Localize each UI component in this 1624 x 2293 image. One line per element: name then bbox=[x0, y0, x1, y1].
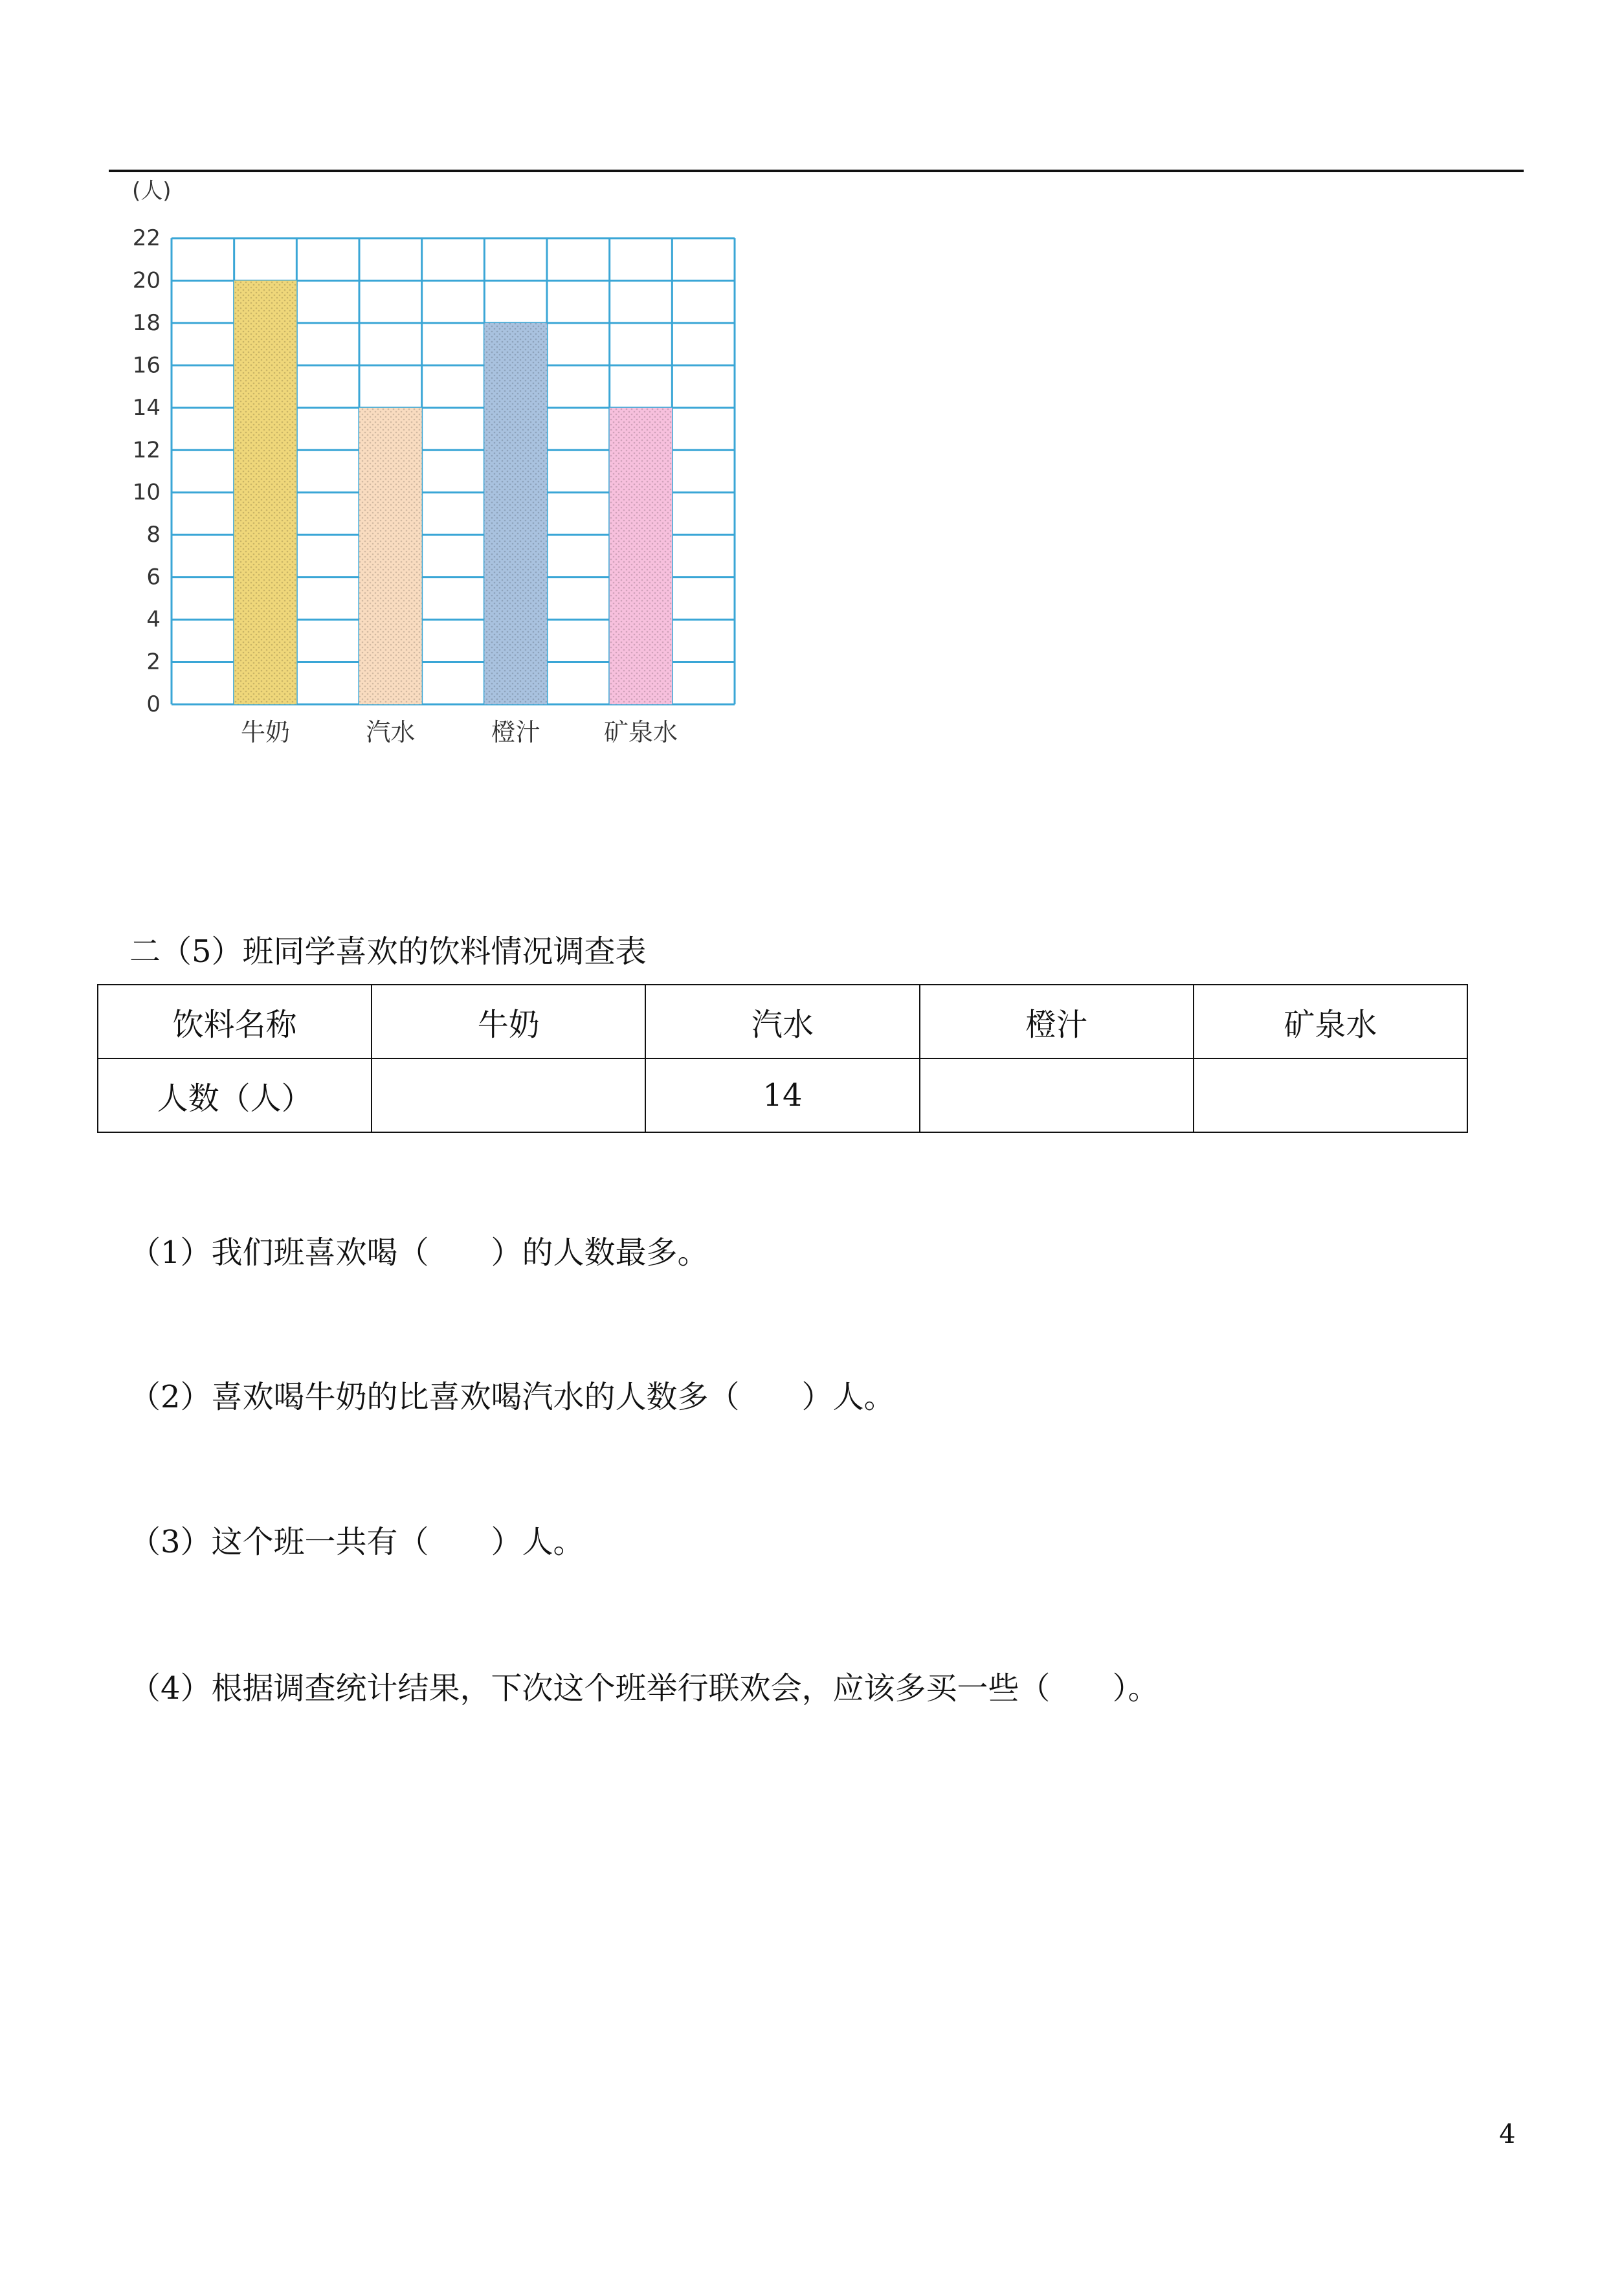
x-category-label: 汽水 bbox=[366, 718, 416, 746]
y-tick-label: 8 bbox=[146, 522, 161, 548]
count-row-label: 人数（人） bbox=[98, 1058, 372, 1132]
x-category-labels bbox=[241, 718, 678, 746]
y-tick-label: 16 bbox=[132, 352, 161, 379]
table-caption: 二（5）班同学喜欢的饮料情况调查表 bbox=[129, 934, 647, 970]
bar-texture-3 bbox=[610, 408, 673, 704]
question-2: （2）喜欢喝牛奶的比喜欢喝汽水的人数多（ ）人。 bbox=[129, 1379, 895, 1415]
count-cell-mineral-water[interactable] bbox=[1194, 1058, 1467, 1132]
table-header-row bbox=[98, 985, 1467, 1058]
header-cell-drink-name: 饮料名称 bbox=[98, 985, 372, 1058]
x-category-label: 矿泉水 bbox=[603, 718, 678, 746]
question-4: （4）根据调查统计结果，下次这个班举行联欢会，应该多买一些（ ）。 bbox=[129, 1670, 1159, 1706]
header-cell-soda: 汽水 bbox=[645, 985, 919, 1058]
header-cell-mineral-water: 矿泉水 bbox=[1194, 985, 1467, 1058]
y-tick-label: 6 bbox=[146, 564, 161, 590]
x-category-label: 牛奶 bbox=[240, 718, 291, 746]
count-cell-milk[interactable] bbox=[372, 1058, 645, 1132]
question-3: （3）这个班一共有（ ）人。 bbox=[129, 1524, 584, 1560]
count-cell-soda: 14 bbox=[645, 1058, 919, 1132]
top-rule bbox=[109, 170, 1524, 172]
y-tick-label: 2 bbox=[146, 649, 161, 675]
bar-texture-0 bbox=[234, 280, 297, 704]
bar-texture-1 bbox=[359, 408, 422, 704]
y-tick-labels bbox=[133, 225, 161, 717]
y-axis-unit-label: (人) bbox=[132, 178, 172, 204]
question-1: （1）我们班喜欢喝（ ）的人数最多。 bbox=[129, 1235, 709, 1271]
x-category-label: 橙汁 bbox=[491, 718, 540, 746]
header-cell-milk: 牛奶 bbox=[372, 985, 645, 1058]
bar-texture-2 bbox=[484, 323, 547, 704]
y-tick-label: 20 bbox=[132, 267, 161, 294]
y-tick-label: 0 bbox=[146, 691, 161, 717]
header-cell-orange-juice: 橙汁 bbox=[920, 985, 1194, 1058]
y-tick-label: 22 bbox=[132, 225, 161, 251]
table-count-row bbox=[98, 1058, 1467, 1132]
page-number: 4 bbox=[1499, 2120, 1516, 2149]
y-tick-label: 10 bbox=[132, 479, 161, 506]
y-tick-label: 12 bbox=[132, 437, 161, 464]
y-tick-label: 14 bbox=[132, 394, 161, 421]
y-tick-label: 4 bbox=[146, 607, 161, 633]
bar-chart bbox=[123, 175, 770, 770]
y-tick-label: 18 bbox=[132, 309, 161, 336]
survey-table bbox=[97, 984, 1468, 1133]
count-cell-orange-juice[interactable] bbox=[920, 1058, 1194, 1132]
